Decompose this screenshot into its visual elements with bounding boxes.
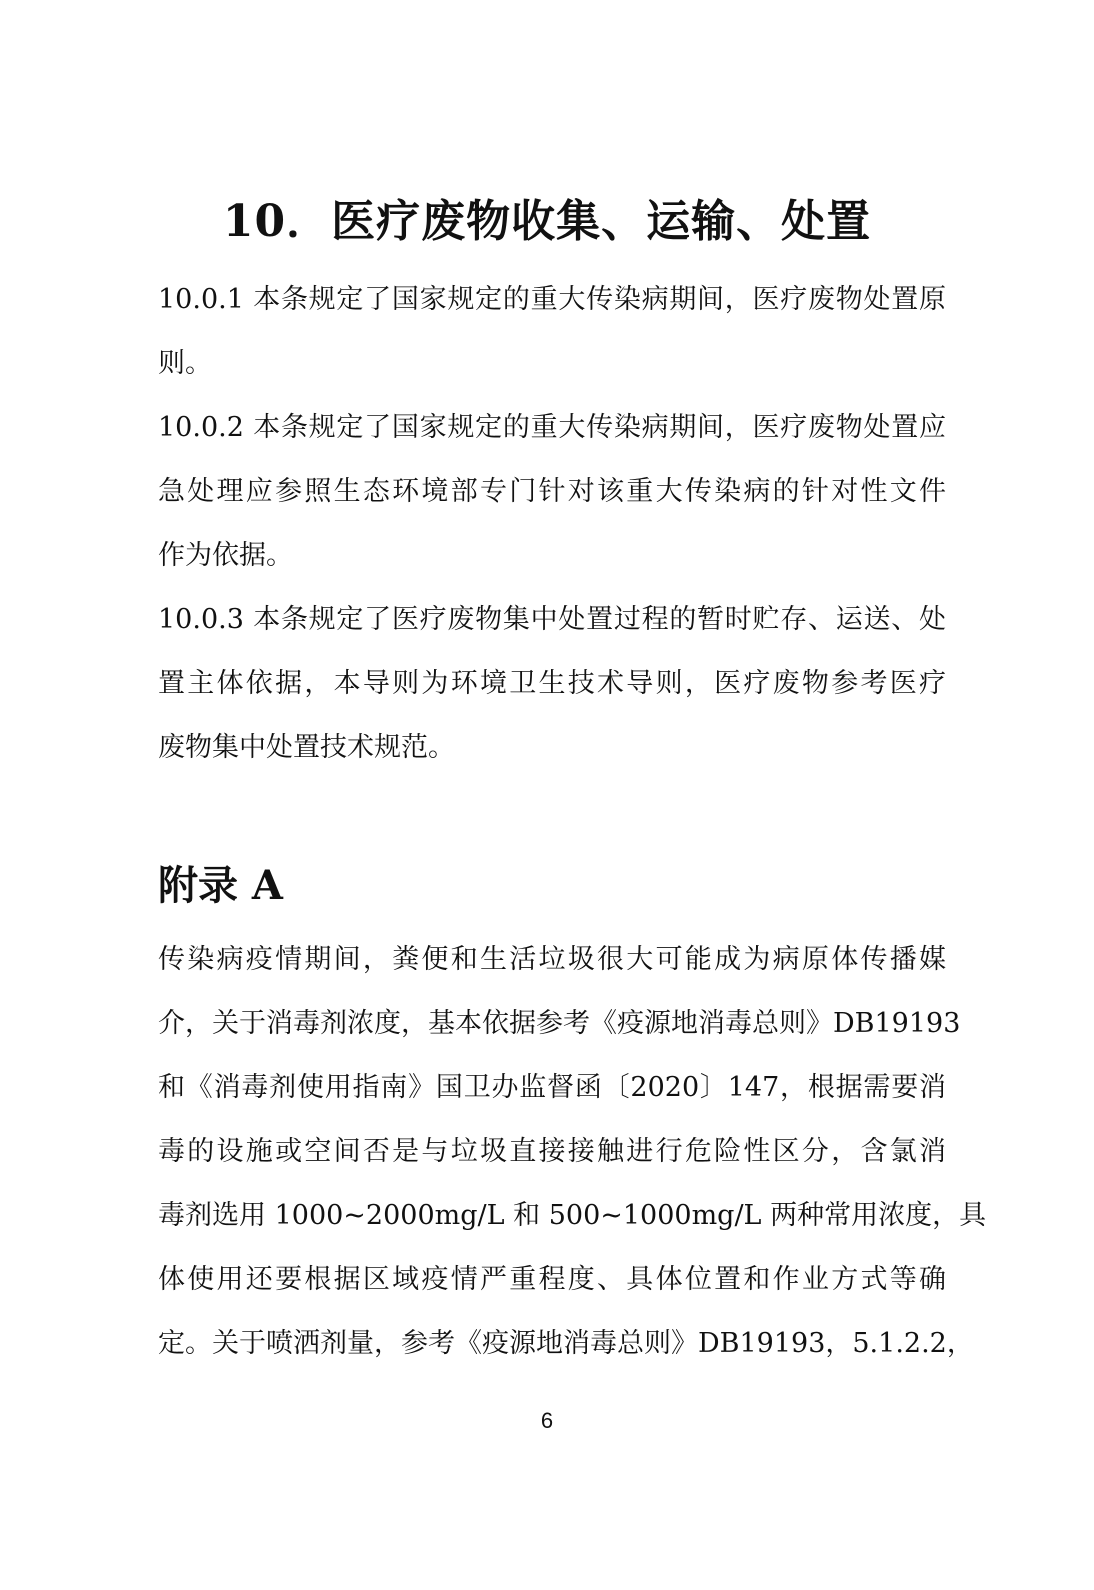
clause-10-0-2 <box>158 396 946 588</box>
clause-line: 10.0.3 本条规定了医疗废物集中处置过程的暂时贮存、运送、处 <box>158 604 946 635</box>
page-number: 6 <box>540 1408 554 1433</box>
clause-line: 10.0.1 本条规定了国家规定的重大传染病期间，医疗废物处置原 <box>158 284 946 315</box>
appendix-line: 毒剂选用 1000~2000mg/L 和 500~1000mg/L 两种常用浓度，具 <box>158 1200 987 1231</box>
clause-line: 急处理应参照生态环境部专门针对该重大传染病的针对性文件 <box>158 476 946 507</box>
section-title: 10．医疗废物收集、运输、处置 <box>222 196 872 247</box>
appendix-line: 和《消毒剂使用指南》国卫办监督函〔2020〕147，根据需要消 <box>158 1072 946 1103</box>
appendix-line: 定。关于喷洒剂量，参考《疫源地消毒总则》DB19193，5.1.2.2， <box>158 1328 974 1359</box>
appendix-line: 传染病疫情期间，粪便和生活垃圾很大可能成为病原体传播媒 <box>158 944 946 975</box>
appendix-title: 附录 A <box>158 862 283 909</box>
clause-line: 则。 <box>158 348 212 379</box>
clause-line: 置主体依据，本导则为环境卫生技术导则，医疗废物参考医疗 <box>158 668 946 699</box>
appendix-line: 介，关于消毒剂浓度，基本依据参考《疫源地消毒总则》DB19193 <box>158 1008 961 1039</box>
clause-line: 10.0.2 本条规定了国家规定的重大传染病期间，医疗废物处置应 <box>158 412 946 443</box>
appendix-line: 毒的设施或空间否是与垃圾直接接触进行危险性区分，含氯消 <box>158 1136 946 1167</box>
clause-10-0-1 <box>158 268 946 396</box>
appendix-line: 体使用还要根据区域疫情严重程度、具体位置和作业方式等确 <box>158 1264 946 1295</box>
clause-10-0-3 <box>158 588 946 780</box>
clause-line: 作为依据。 <box>158 540 293 571</box>
appendix-paragraph <box>158 928 987 1376</box>
clause-line: 废物集中处置技术规范。 <box>158 732 455 763</box>
